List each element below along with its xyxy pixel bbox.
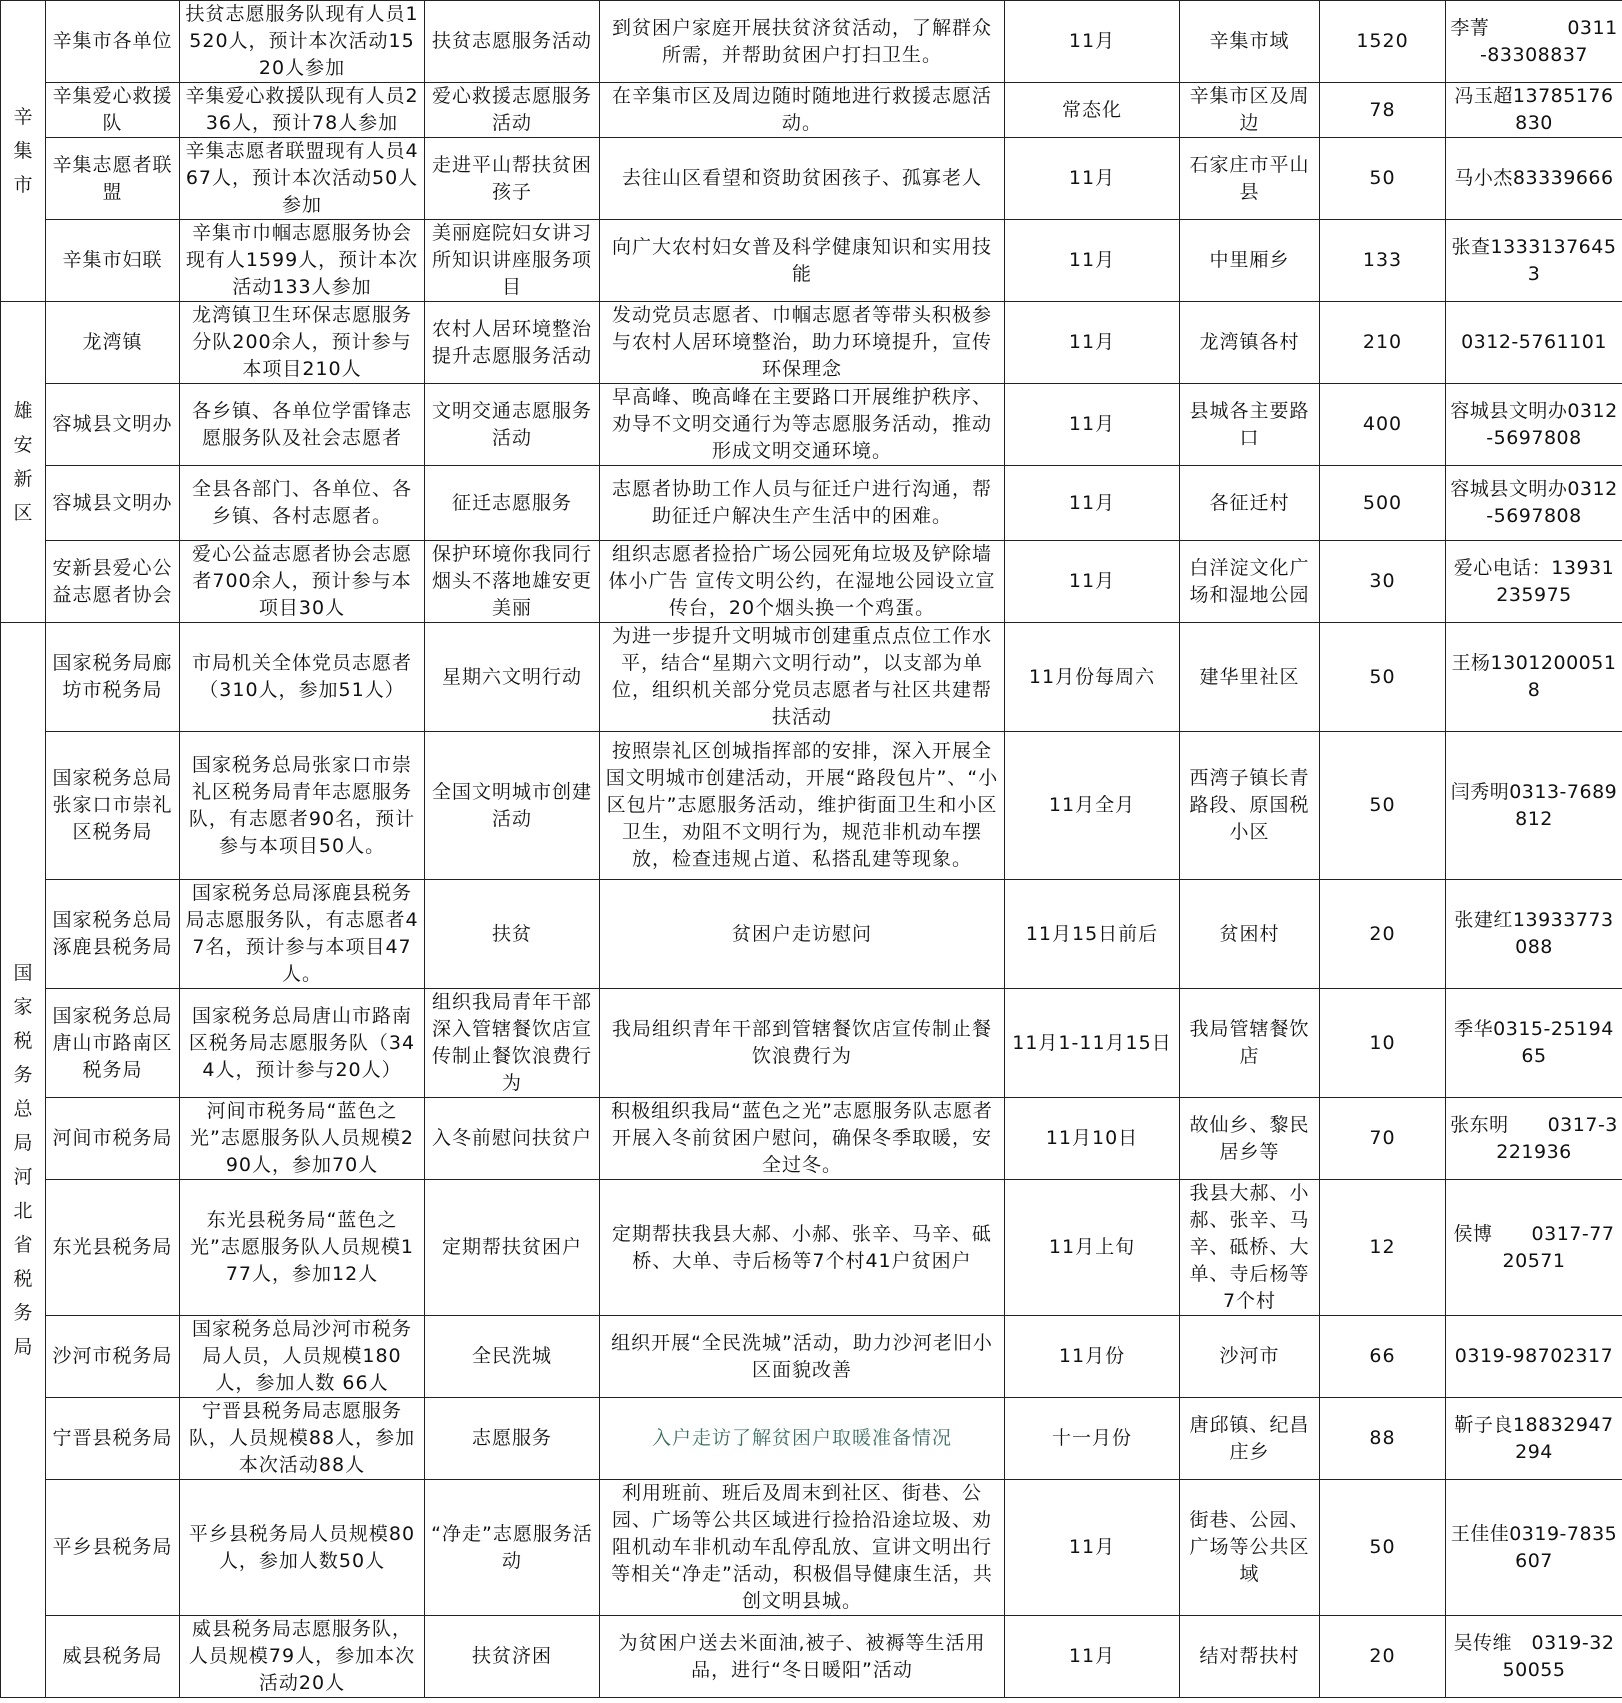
project-name: “净走”志愿服务活动 [425,1480,600,1616]
activity-time: 11月 [1005,302,1180,384]
activity-place: 石家庄市平山县 [1180,138,1320,220]
unit-name: 国家税务总局张家口市崇礼区税务局 [46,732,180,880]
team-size: 宁晋县税务局志愿服务队，人员规模88人，参加本次活动88人 [180,1398,425,1480]
team-size: 各乡镇、各单位学雷锋志愿服务队及社会志愿者 [180,384,425,466]
table-row [1,384,1622,466]
unit-name: 国家税务总局唐山市路南区税务局 [46,989,180,1098]
activity-content: 发动党员志愿者、巾帼志愿者等带头积极参与农村人居环境整治，助力环境提升，宣传环保理念 [600,302,1005,384]
activity-place: 中里厢乡 [1180,220,1320,302]
contact-info: 0312-5761101 [1446,302,1622,384]
team-size: 市局机关全体党员志愿者（310人，参加51人） [180,623,425,732]
unit-name: 沙河市税务局 [46,1316,180,1398]
activity-content: 积极组织我局“蓝色之光”志愿服务队志愿者开展入冬前贫困户慰问，确保冬季取暖，安全过冬。 [600,1098,1005,1180]
participant-count: 12 [1320,1180,1446,1316]
contact-info: 李菁 0311-83308837 [1446,1,1622,83]
project-name: 定期帮扶贫困户 [425,1180,600,1316]
contact-info: 张建红13933773088 [1446,880,1622,989]
participant-count: 20 [1320,1616,1446,1698]
project-name: 走进平山帮扶贫困孩子 [425,138,600,220]
activity-place: 辛集市域 [1180,1,1320,83]
table-row [1,302,1622,384]
team-size: 国家税务总局张家口市崇礼区税务局青年志愿服务队，有志愿者90名，预计参与本项目50人。 [180,732,425,880]
contact-info: 容城县文明办0312-5697808 [1446,466,1622,541]
participant-count: 66 [1320,1316,1446,1398]
unit-name: 东光县税务局 [46,1180,180,1316]
activity-place: 各征迁村 [1180,466,1320,541]
activity-content: 向广大农村妇女普及科学健康知识和实用技能 [600,220,1005,302]
contact-info: 王佳佳0319-7835607 [1446,1480,1622,1616]
activity-place: 龙湾镇各村 [1180,302,1320,384]
participant-count: 500 [1320,466,1446,541]
activity-place: 建华里社区 [1180,623,1320,732]
table-row [1,220,1622,302]
activity-place: 我县大郝、小郝、张辛、马辛、砥桥、大单、寺后杨等7个村 [1180,1180,1320,1316]
region-cell: 辛集市 [1,1,46,302]
activity-place: 结对帮扶村 [1180,1616,1320,1698]
team-size: 威县税务局志愿服务队，人员规模79人，参加本次活动20人 [180,1616,425,1698]
unit-name: 容城县文明办 [46,384,180,466]
unit-name: 威县税务局 [46,1616,180,1698]
activity-time: 11月 [1005,220,1180,302]
project-name: 征迁志愿服务 [425,466,600,541]
table-row [1,1480,1622,1616]
activity-time: 11月1-11月15日 [1005,989,1180,1098]
participant-count: 30 [1320,541,1446,623]
activity-time: 11月 [1005,138,1180,220]
team-size: 全县各部门、各单位、各乡镇、各村志愿者。 [180,466,425,541]
table-row [1,880,1622,989]
unit-name: 辛集市各单位 [46,1,180,83]
activity-place: 白洋淀文化广场和湿地公园 [1180,541,1320,623]
activity-content: 组织开展“全民洗城”活动，助力沙河老旧小区面貌改善 [600,1316,1005,1398]
contact-info: 爱心电话：13931235975 [1446,541,1622,623]
project-name: 组织我局青年干部深入管辖餐饮店宣传制止餐饮浪费行为 [425,989,600,1098]
activity-content: 我局组织青年干部到管辖餐饮店宣传制止餐饮浪费行为 [600,989,1005,1098]
activity-time: 11月 [1005,466,1180,541]
participant-count: 50 [1320,623,1446,732]
participant-count: 133 [1320,220,1446,302]
activity-time: 11月10日 [1005,1098,1180,1180]
activity-time: 11月 [1005,384,1180,466]
contact-info: 吴传维 0319-3250055 [1446,1616,1622,1698]
unit-name: 辛集市妇联 [46,220,180,302]
contact-info: 闫秀明0313-7689812 [1446,732,1622,880]
activity-content: 去往山区看望和资助贫困孩子、孤寡老人 [600,138,1005,220]
contact-info: 容城县文明办0312-5697808 [1446,384,1622,466]
activity-content: 定期帮扶我县大郝、小郝、张辛、马辛、砥桥、大单、寺后杨等7个村41户贫困户 [600,1180,1005,1316]
activity-place: 唐邱镇、纪昌庄乡 [1180,1398,1320,1480]
contact-info: 张东明 0317-3221936 [1446,1098,1622,1180]
unit-name: 容城县文明办 [46,466,180,541]
activity-place: 贫困村 [1180,880,1320,989]
activity-time: 11月份 [1005,1316,1180,1398]
activity-content: 入户走访了解贫困户取暖准备情况 [600,1398,1005,1480]
contact-info: 马小杰83339666 [1446,138,1622,220]
project-name: 全民洗城 [425,1316,600,1398]
activity-time: 常态化 [1005,83,1180,138]
unit-name: 河间市税务局 [46,1098,180,1180]
project-name: 志愿服务 [425,1398,600,1480]
contact-info: 季华0315-2519465 [1446,989,1622,1098]
team-size: 平乡县税务局人员规模80人，参加人数50人 [180,1480,425,1616]
unit-name: 国家税务局廊坊市税务局 [46,623,180,732]
team-size: 辛集爱心救援队现有人员236人，预计78人参加 [180,83,425,138]
team-size: 河间市税务局“蓝色之光”志愿服务队人员规模290人，参加70人 [180,1098,425,1180]
team-size: 国家税务总局涿鹿县税务局志愿服务队，有志愿者47名，预计参与本项目47人。 [180,880,425,989]
table-row [1,466,1622,541]
team-size: 爱心公益志愿者协会志愿者700余人，预计参与本项目30人 [180,541,425,623]
project-name: 农村人居环境整治提升志愿服务活动 [425,302,600,384]
participant-count: 50 [1320,138,1446,220]
activity-content: 在辛集市区及周边随时随地进行救援志愿活动。 [600,83,1005,138]
team-size: 东光县税务局“蓝色之光”志愿服务队人员规模177人，参加12人 [180,1180,425,1316]
project-name: 文明交通志愿服务活动 [425,384,600,466]
table-row [1,1316,1622,1398]
activity-time: 11月 [1005,1616,1180,1698]
project-name: 保护环境你我同行烟头不落地雄安更美丽 [425,541,600,623]
unit-name: 安新县爱心公益志愿者协会 [46,541,180,623]
table-row [1,732,1622,880]
unit-name: 宁晋县税务局 [46,1398,180,1480]
participant-count: 1520 [1320,1,1446,83]
activity-content: 志愿者协助工作人员与征迁户进行沟通，帮助征迁户解决生产生活中的困难。 [600,466,1005,541]
activity-time: 11月15日前后 [1005,880,1180,989]
activity-place: 沙河市 [1180,1316,1320,1398]
region-cell: 国家税务总局河北省税务局 [1,623,46,1698]
activity-place: 辛集市区及周边 [1180,83,1320,138]
table-row [1,989,1622,1098]
unit-name: 国家税务总局涿鹿县税务局 [46,880,180,989]
activity-content: 早高峰、晚高峰在主要路口开展维护秩序、劝导不文明交通行为等志愿服务活动，推动形成文明交通环境。 [600,384,1005,466]
table-row [1,1180,1622,1316]
unit-name: 平乡县税务局 [46,1480,180,1616]
activity-time: 11月 [1005,541,1180,623]
project-name: 扶贫 [425,880,600,989]
unit-name: 龙湾镇 [46,302,180,384]
team-size: 龙湾镇卫生环保志愿服务分队200余人，预计参与本项目210人 [180,302,425,384]
contact-info: 侯博 0317-7720571 [1446,1180,1622,1316]
participant-count: 78 [1320,83,1446,138]
contact-info: 张查13331376453 [1446,220,1622,302]
activity-time: 11月份每周六 [1005,623,1180,732]
team-size: 国家税务总局唐山市路南区税务局志愿服务队（344人，预计参与20人） [180,989,425,1098]
table-row [1,541,1622,623]
activity-time: 11月上旬 [1005,1180,1180,1316]
team-size: 国家税务总局沙河市税务局人员，人员规模180人，参加人数 66人 [180,1316,425,1398]
project-name: 扶贫济困 [425,1616,600,1698]
table-row [1,138,1622,220]
participant-count: 20 [1320,880,1446,989]
table-row [1,83,1622,138]
project-name: 扶贫志愿服务活动 [425,1,600,83]
activity-content: 组织志愿者捡拾广场公园死角垃圾及铲除墙体小广告 宣传文明公约，在湿地公园设立宣传台，20个烟头换一个鸡蛋。 [600,541,1005,623]
participant-count: 10 [1320,989,1446,1098]
activity-time: 11月全月 [1005,732,1180,880]
activity-place: 我局管辖餐饮店 [1180,989,1320,1098]
project-name: 美丽庭院妇女讲习所知识讲座服务项目 [425,220,600,302]
region-cell: 雄安新区 [1,302,46,623]
participant-count: 210 [1320,302,1446,384]
contact-info: 0319-98702317 [1446,1316,1622,1398]
activity-content: 贫困户走访慰问 [600,880,1005,989]
team-size: 辛集志愿者联盟现有人员467人，预计本次活动50人参加 [180,138,425,220]
activity-time: 十一月份 [1005,1398,1180,1480]
table-row [1,1098,1622,1180]
contact-info: 王杨13012000518 [1446,623,1622,732]
contact-info: 靳子良18832947294 [1446,1398,1622,1480]
participant-count: 400 [1320,384,1446,466]
contact-info: 冯玉超13785176830 [1446,83,1622,138]
participant-count: 50 [1320,732,1446,880]
activity-place: 街巷、公园、广场等公共区域 [1180,1480,1320,1616]
participant-count: 50 [1320,1480,1446,1616]
activity-time: 11月 [1005,1,1180,83]
activity-place: 西湾子镇长青路段、原国税小区 [1180,732,1320,880]
table-row [1,1616,1622,1698]
unit-name: 辛集爱心救援队 [46,83,180,138]
table-row [1,1398,1622,1480]
project-name: 爱心救援志愿服务活动 [425,83,600,138]
activity-content: 到贫困户家庭开展扶贫济贫活动，了解群众所需，并帮助贫困户打扫卫生。 [600,1,1005,83]
team-size: 扶贫志愿服务队现有人员1520人，预计本次活动1520人参加 [180,1,425,83]
project-name: 全国文明城市创建活动 [425,732,600,880]
activity-place: 县城各主要路口 [1180,384,1320,466]
participant-count: 70 [1320,1098,1446,1180]
project-name: 入冬前慰问扶贫户 [425,1098,600,1180]
activity-content: 按照崇礼区创城指挥部的安排，深入开展全国文明城市创建活动，开展“路段包片”、“小区包片”志愿服务活动，维护街面卫生和小区卫生，劝阻不文明行为，规范非机动车摆放，检查违规占道、私搭乱建等现象。 [600,732,1005,880]
activity-content: 为贫困户送去米面油,被子、被褥等生活用品，进行“冬日暖阳”活动 [600,1616,1005,1698]
project-name: 星期六文明行动 [425,623,600,732]
activity-content: 利用班前、班后及周末到社区、街巷、公园、广场等公共区域进行捡拾沿途垃圾、劝阻机动车非机动车乱停乱放、宣讲文明出行等相关“净走”活动，积极倡导健康生活，共创文明县城。 [600,1480,1005,1616]
table-row [1,623,1622,732]
table-row [1,1,1622,83]
activity-place: 故仙乡、黎民居乡等 [1180,1098,1320,1180]
participant-count: 88 [1320,1398,1446,1480]
activity-time: 11月 [1005,1480,1180,1616]
unit-name: 辛集志愿者联盟 [46,138,180,220]
team-size: 辛集市巾帼志愿服务协会现有人1599人，预计本次活动133人参加 [180,220,425,302]
activity-content: 为进一步提升文明城市创建重点点位工作水平，结合“星期六文明行动”，以支部为单位，组织机关部分党员志愿者与社区共建帮扶活动 [600,623,1005,732]
